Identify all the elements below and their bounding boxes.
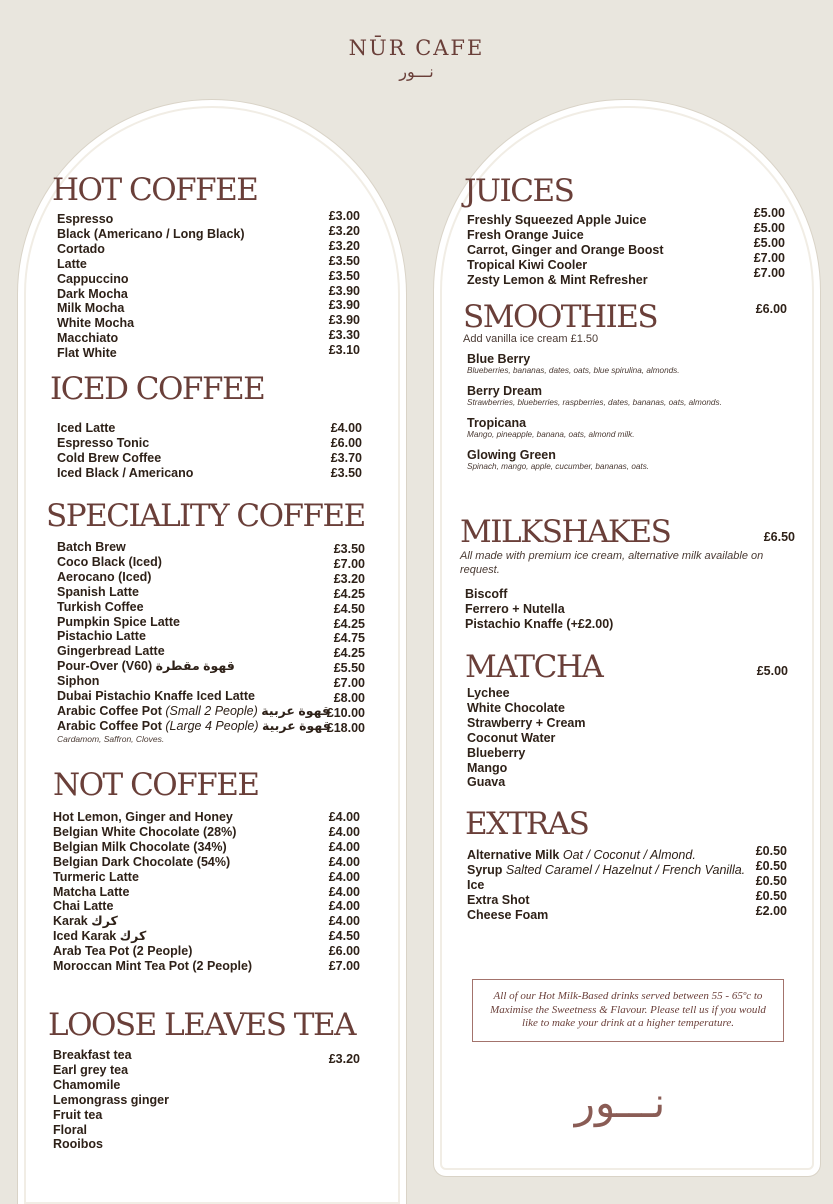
menu-item: Chamomile <box>53 1077 121 1092</box>
menu-item: Alternative Milk Oat / Coconut / Almond. <box>467 848 696 862</box>
menu-item: Turmeric Latte <box>53 869 139 884</box>
price: £4.00 <box>330 421 362 435</box>
menu-item: Carrot, Ginger and Orange Boost <box>467 242 664 257</box>
price: £3.30 <box>328 328 360 343</box>
menu-item: Rooibos <box>53 1137 103 1152</box>
menu-item: Milk Mocha <box>57 301 125 316</box>
brand-header <box>0 36 833 81</box>
matcha-price: £5.00 <box>756 664 788 678</box>
hot-coffee-heading: HOT COFFEE <box>52 172 258 208</box>
smoothies-heading: SMOOTHIES <box>463 299 658 335</box>
smoothie-name: Blue Berry <box>467 352 531 366</box>
menu-item: Blueberry <box>467 745 526 760</box>
hot-coffee-items <box>57 212 245 361</box>
menu-item: Flat White <box>57 346 117 361</box>
price: £0.50 <box>755 858 787 873</box>
matcha-items <box>467 686 585 790</box>
speciality-coffee-items <box>57 540 331 734</box>
price: £4.25 <box>333 646 365 661</box>
menu-item: Espresso Tonic <box>57 435 150 450</box>
price: £3.90 <box>328 283 360 298</box>
price: £3.50 <box>328 253 360 268</box>
menu-item: White Chocolate <box>467 700 565 715</box>
loose-tea-heading: LOOSE LEAVES TEA <box>48 1007 355 1043</box>
menu-item: Zesty Lemon & Mint Refresher <box>467 272 648 287</box>
menu-item: Freshly Squeezed Apple Juice <box>467 213 647 227</box>
not-coffee-items <box>53 810 252 974</box>
price: £4.00 <box>328 810 360 824</box>
menu-item: Moroccan Mint Tea Pot (2 People) <box>53 959 253 974</box>
smoothie-desc: Spinach, mango, apple, cucumber, bananas, oats. <box>467 462 650 471</box>
price: £4.00 <box>328 884 360 899</box>
hot-coffee-prices <box>300 209 360 358</box>
menu-item: White Mocha <box>57 316 135 331</box>
price: £2.00 <box>755 903 787 918</box>
menu-item: Iced Karak كرك <box>53 929 147 944</box>
milkshakes-note: All made with premium ice cream, alternative milk available on request. <box>460 550 764 576</box>
price: £3.70 <box>330 450 362 465</box>
iced-coffee-items <box>57 421 193 481</box>
menu-item: Cold Brew Coffee <box>57 450 162 465</box>
smoothies-subtitle: Add vanilla ice cream £1.50 <box>463 333 599 345</box>
smoothies-price: £6.00 <box>755 302 787 316</box>
price: £4.00 <box>328 914 360 929</box>
menu-item: Siphon <box>57 674 100 689</box>
menu-item: Black (Americano / Long Black) <box>57 226 245 241</box>
smoothie-desc: Strawberries, blueberries, raspberries, dates, bananas, oats, almonds. <box>467 398 722 407</box>
price: £4.25 <box>333 586 365 601</box>
price: £6.00 <box>328 944 360 959</box>
not-coffee-heading: NOT COFFEE <box>53 767 259 803</box>
smoothie-item <box>467 352 722 375</box>
menu-item: Chai Latte <box>53 899 114 914</box>
price: £4.25 <box>333 616 365 631</box>
menu-item: Hot Lemon, Ginger and Honey <box>53 810 233 824</box>
menu-item: Belgian Dark Chocolate (54%) <box>53 854 231 869</box>
price: £5.00 <box>753 235 785 250</box>
extras-prices <box>727 844 787 919</box>
menu-item: Fresh Orange Juice <box>467 227 584 242</box>
temperature-note-box <box>472 979 784 1042</box>
price: £18.00 <box>326 720 365 735</box>
smoothie-item <box>467 448 722 471</box>
arabic-coffee-note: Cardamom, Saffron, Cloves. <box>57 734 165 744</box>
menu-item: Belgian Milk Chocolate (34%) <box>53 839 227 854</box>
speciality-coffee-heading: SPECIALITY COFFEE <box>46 498 365 534</box>
price: £3.10 <box>328 343 360 358</box>
menu-item: Karak كرك <box>53 914 118 929</box>
smoothie-desc: Mango, pineapple, banana, oats, almond milk. <box>467 430 635 439</box>
menu-item: Strawberry + Cream <box>467 715 586 730</box>
menu-item: Pumpkin Spice Latte <box>57 614 180 629</box>
price: £10.00 <box>326 705 365 720</box>
price: £5.50 <box>333 661 365 676</box>
smoothie-desc: Blueberries, bananas, dates, oats, blue spirulina, almonds. <box>467 366 680 375</box>
smoothie-item <box>467 416 722 439</box>
loose-tea-items <box>53 1048 169 1152</box>
menu-item: Arabic Coffee Pot (Small 2 People) قهوة عربية <box>57 703 331 718</box>
smoothie-item <box>467 384 722 407</box>
menu-item: Aerocano (Iced) <box>57 569 152 584</box>
price: £3.90 <box>328 313 360 328</box>
price: £6.00 <box>330 435 362 450</box>
iced-coffee-heading: ICED COFFEE <box>50 371 265 407</box>
menu-item: Fruit tea <box>53 1107 103 1122</box>
menu-item: Pistachio Knaffe (+£2.00) <box>465 616 614 631</box>
menu-item: Cappuccino <box>57 271 129 286</box>
menu-item: Dark Mocha <box>57 286 128 301</box>
temperature-note: All of our Hot Milk-Based drinks served between 55 - 65ºc to Maximise the Sweetness & Flavour. Please tell us if you would like to make your drink at a higher temperature. <box>490 990 766 1030</box>
menu-item: Spanish Latte <box>57 584 139 599</box>
menu-item: Biscoff <box>465 587 508 601</box>
price: £3.90 <box>328 298 360 313</box>
price: £0.50 <box>755 844 787 858</box>
juices-prices <box>725 206 785 281</box>
extras-items <box>467 848 745 923</box>
price: £4.00 <box>328 854 360 869</box>
not-coffee-prices <box>300 810 360 974</box>
menu-item: Coconut Water <box>467 730 556 745</box>
menu-item: Earl grey tea <box>53 1062 129 1077</box>
menu-item: Dubai Pistachio Knaffe Iced Latte <box>57 689 255 704</box>
milkshakes-price: £6.50 <box>763 530 795 544</box>
extras-heading: EXTRAS <box>465 806 589 842</box>
menu-item: Lychee <box>467 686 510 700</box>
milkshakes-heading: MILKSHAKES <box>460 514 671 550</box>
price: £3.50 <box>333 542 365 556</box>
price: £7.00 <box>333 676 365 691</box>
brand-title: NŪR CAFE <box>348 36 485 60</box>
menu-item: Floral <box>53 1122 88 1137</box>
smoothie-name: Glowing Green <box>467 448 556 462</box>
menu-item: Turkish Coffee <box>57 599 144 614</box>
price: £4.50 <box>328 929 360 944</box>
menu-item: Lemongrass ginger <box>53 1092 169 1107</box>
menu-item: Iced Latte <box>57 421 116 435</box>
price: £7.00 <box>328 959 360 974</box>
price: £5.00 <box>753 206 785 220</box>
menu-item: Arab Tea Pot (2 People) <box>53 944 193 959</box>
price: £3.20 <box>328 223 360 238</box>
menu-item: Pistachio Latte <box>57 629 146 644</box>
menu-item: Arabic Coffee Pot (Large 4 People) قهوة عربية <box>57 718 331 733</box>
price: £5.00 <box>753 220 785 235</box>
menu-item: Belgian White Chocolate (28%) <box>53 824 237 839</box>
nur-logo: نـــور <box>574 1078 666 1127</box>
menu-item: Latte <box>57 256 87 271</box>
price: £0.50 <box>755 873 787 888</box>
menu-item: Gingerbread Latte <box>57 644 165 659</box>
juices-items <box>467 213 664 288</box>
price: £4.50 <box>333 601 365 616</box>
menu-item: Coco Black (Iced) <box>57 554 162 569</box>
menu-item: Breakfast tea <box>53 1048 132 1062</box>
price: £4.00 <box>328 869 360 884</box>
price: £3.00 <box>328 209 360 223</box>
price: £3.50 <box>330 465 362 480</box>
menu-item: Iced Black / Americano <box>57 465 194 480</box>
menu-item: Batch Brew <box>57 540 126 554</box>
menu-item: Macchiato <box>57 331 119 346</box>
smoothie-name: Tropicana <box>467 416 527 430</box>
price: £4.00 <box>328 839 360 854</box>
price: £7.00 <box>753 250 785 265</box>
price: £7.00 <box>753 265 785 280</box>
price: £7.00 <box>333 556 365 571</box>
menu-item: Ice <box>467 877 485 892</box>
price: £4.75 <box>333 631 365 646</box>
price: £3.20 <box>333 571 365 586</box>
menu-item: Mango <box>467 760 508 775</box>
menu-item: Guava <box>467 775 506 790</box>
speciality-coffee-prices <box>305 542 365 736</box>
menu-item: Matcha Latte <box>53 884 130 899</box>
brand-arabic: نـــور <box>399 62 434 81</box>
smoothies-list <box>467 352 722 471</box>
price: £8.00 <box>333 691 365 706</box>
price: £0.50 <box>755 888 787 903</box>
menu-item: Ferrero + Nutella <box>465 601 565 616</box>
smoothie-name: Berry Dream <box>467 384 543 398</box>
price: £3.20 <box>328 238 360 253</box>
menu-item: Syrup Salted Caramel / Hazelnut / French Vanilla. <box>467 862 746 877</box>
menu-item: Cortado <box>57 241 105 256</box>
iced-coffee-prices <box>302 421 362 481</box>
matcha-heading: MATCHA <box>465 649 603 685</box>
juices-heading: JUICES <box>464 173 574 209</box>
menu-item: Cheese Foam <box>467 907 549 922</box>
milkshakes-items <box>465 587 613 632</box>
menu-item: Espresso <box>57 212 114 226</box>
menu-item: Extra Shot <box>467 892 530 907</box>
menu-item: Tropical Kiwi Cooler <box>467 257 588 272</box>
menu-item: Pour-Over (V60) قهوة مقطرة <box>57 659 235 674</box>
price: £4.00 <box>328 824 360 839</box>
price: £4.00 <box>328 899 360 914</box>
price: £3.50 <box>328 268 360 283</box>
loose-tea-price: £3.20 <box>328 1052 360 1066</box>
